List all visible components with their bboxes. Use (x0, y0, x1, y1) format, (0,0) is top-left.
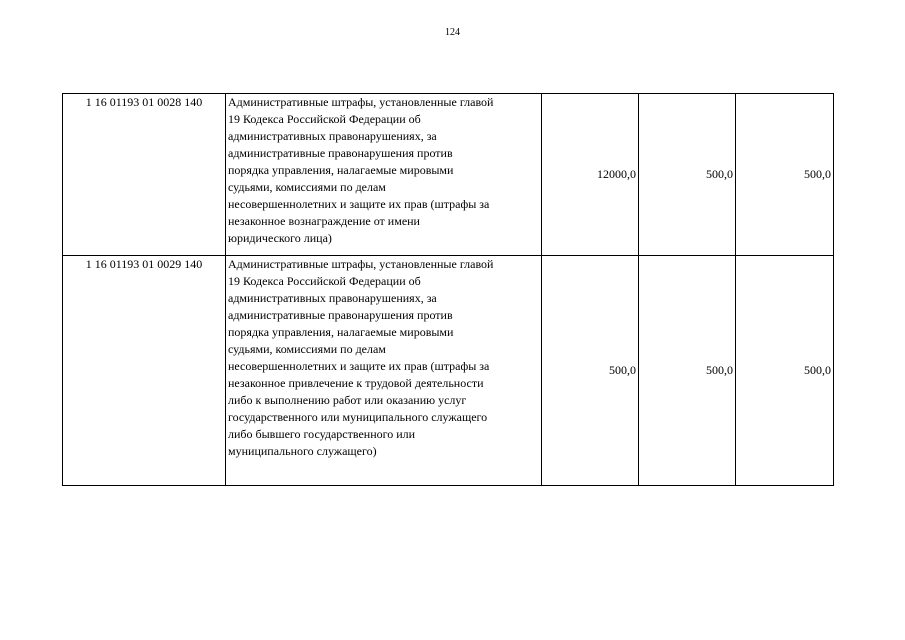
table-row (63, 256, 834, 486)
budget-revenue-table (62, 93, 834, 486)
budget-code-cell: 1 16 01193 01 0029 140 (63, 256, 226, 486)
amount-cell-3: 500,0 (736, 94, 834, 256)
amount-cell-2: 500,0 (639, 94, 736, 256)
page-number: 124 (445, 27, 460, 38)
description-cell (226, 94, 542, 256)
description-text: Административные штрафы, установленные главой 19 Кодекса Российской Федерации об административных правонарушениях, за административные правонарушения против порядка управления, налагаемые мировыми судьями, комиссиями по делам несовершеннолетних и защите их прав (штрафы за незаконное привлечение к трудовой деятельности либо к выполнению работ или оказанию услуг государственного или муниципального служащего либо бывшего государственного или муниципального служащего) (228, 257, 494, 458)
amount-cell-3: 500,0 (736, 256, 834, 486)
amount-cell-2: 500,0 (639, 256, 736, 486)
description-cell (226, 256, 542, 486)
description-text: Административные штрафы, установленные главой 19 Кодекса Российской Федерации об административных правонарушениях, за административные правонарушения против порядка управления, налагаемые мировыми судьями, комиссиями по делам несовершеннолетних и защите их прав (штрафы за незаконное вознаграждение от имени юридического лица) (228, 95, 494, 245)
budget-code-cell: 1 16 01193 01 0028 140 (63, 94, 226, 256)
amount-cell-1: 500,0 (542, 256, 639, 486)
amount-cell-1: 12000,0 (542, 94, 639, 256)
table-row (63, 94, 834, 256)
